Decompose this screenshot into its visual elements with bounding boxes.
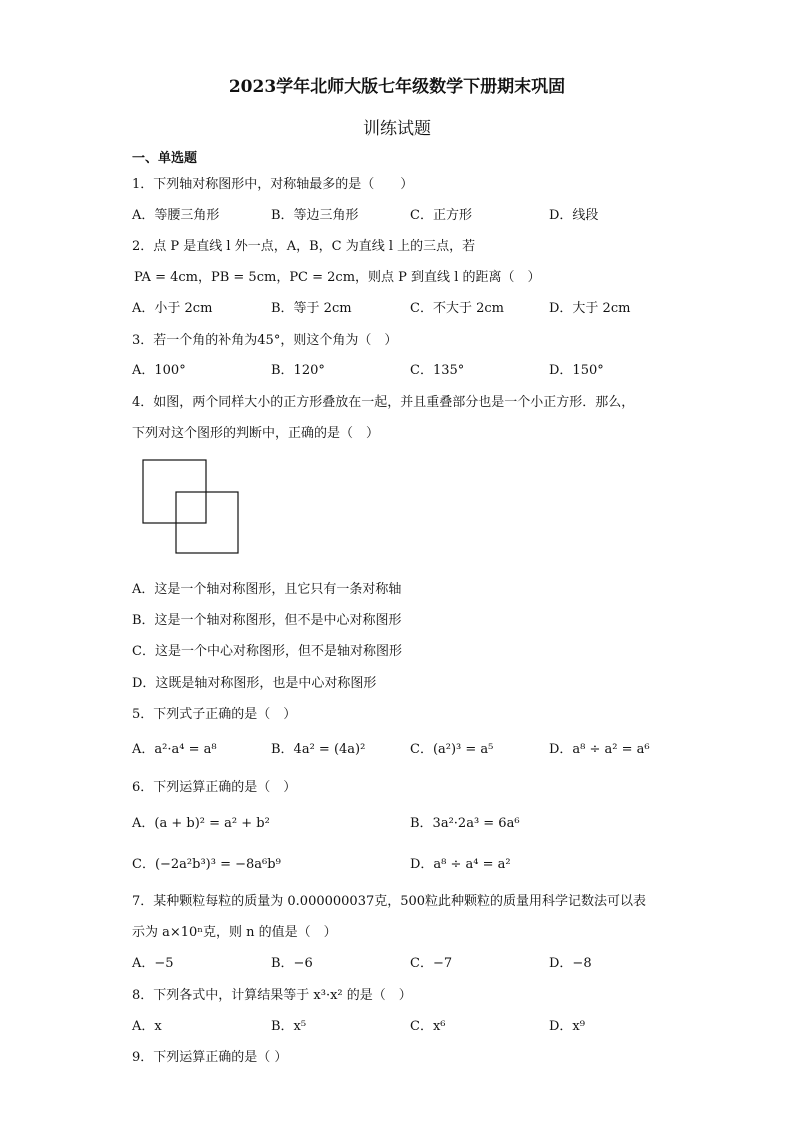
q9-stem: 9．下列运算正确的是（ ） xyxy=(132,1050,288,1065)
overlapping-squares-figure xyxy=(140,457,244,557)
q6-option-b: B．3a²·2a³ = 6a⁶ xyxy=(410,816,520,831)
q6-option-d: D．a⁸ ÷ a⁴ = a² xyxy=(410,857,511,872)
q8-option-c: C．x⁶ xyxy=(410,1019,446,1034)
page-subtitle: 训练试题 xyxy=(363,119,431,139)
q4-stem-line2: 下列对这个图形的判断中，正确的是（ ） xyxy=(132,426,380,441)
q2-stem-line1: 2．点 P 是直线 l 外一点，A，B，C 为直线 l 上的三点，若 xyxy=(132,239,476,254)
q5-option-c: C．(a²)³ = a⁵ xyxy=(410,742,494,757)
q2-option-d: D．大于 2cm xyxy=(549,301,631,316)
q2-option-b: B．等于 2cm xyxy=(271,301,352,316)
q7-option-d: D．−8 xyxy=(549,956,592,971)
q3-option-a: A．100° xyxy=(132,363,186,378)
q7-option-b: B．−6 xyxy=(271,956,313,971)
q1-stem: 1．下列轴对称图形中，对称轴最多的是（ ） xyxy=(132,177,414,192)
q1-option-a: A．等腰三角形 xyxy=(132,208,220,223)
q5-option-a: A．a²·a⁴ = a⁸ xyxy=(132,742,217,757)
q8-option-d: D．x⁹ xyxy=(549,1019,585,1034)
q3-option-c: C．135° xyxy=(410,363,465,378)
q6-option-a: A．(a + b)² = a² + b² xyxy=(132,816,270,831)
page-title: 2023学年北师大版七年级数学下册期末巩固 xyxy=(228,77,566,97)
q3-option-d: D．150° xyxy=(549,363,604,378)
q4-option-d: D．这既是轴对称图形，也是中心对称图形 xyxy=(132,676,377,691)
q6-option-c: C．(−2a²b³)³ = −8a⁶b⁹ xyxy=(132,857,281,872)
section-heading: 一、单选题 xyxy=(132,151,198,166)
q5-option-d: D．a⁸ ÷ a² = a⁶ xyxy=(549,742,650,757)
q4-option-c: C．这是一个中心对称图形，但不是轴对称图形 xyxy=(132,644,402,659)
q4-stem-line1: 4．如图，两个同样大小的正方形叠放在一起，并且重叠部分也是一个小正方形．那么， xyxy=(132,395,635,410)
q5-stem: 5．下列式子正确的是（ ） xyxy=(132,707,297,722)
q4-option-a: A．这是一个轴对称图形，且它只有一条对称轴 xyxy=(132,582,402,597)
q7-stem-line1: 7．某种颗粒每粒的质量为 0.000000037克，500粒此种颗粒的质量用科学记数法可以表 xyxy=(132,894,647,909)
q2-option-a: A．小于 2cm xyxy=(132,301,213,316)
q6-stem: 6．下列运算正确的是（ ） xyxy=(132,780,297,795)
q3-option-b: B．120° xyxy=(271,363,325,378)
q8-stem: 8．下列各式中，计算结果等于 x³·x² 的是（ ） xyxy=(132,988,412,1003)
q7-stem-line2: 示为 a×10ⁿ克，则 n 的值是（ ） xyxy=(132,925,337,940)
q2-option-c: C．不大于 2cm xyxy=(410,301,504,316)
q1-option-b: B．等边三角形 xyxy=(271,208,359,223)
q8-option-b: B．x⁵ xyxy=(271,1019,307,1034)
q1-option-c: C．正方形 xyxy=(410,208,472,223)
q2-stem-line2: PA = 4cm，PB = 5cm，PC = 2cm，则点 P 到直线 l 的距离（ ） xyxy=(134,270,541,285)
q3-stem: 3．若一个角的补角为45°，则这个角为（ ） xyxy=(132,333,398,348)
q5-option-b: B．4a² = (4a)² xyxy=(271,742,366,757)
q8-option-a: A．x xyxy=(132,1019,162,1034)
q4-option-b: B．这是一个轴对称图形，但不是中心对称图形 xyxy=(132,613,402,628)
q7-option-c: C．−7 xyxy=(410,956,453,971)
q1-option-d: D．线段 xyxy=(549,208,599,223)
q7-option-a: A．−5 xyxy=(132,956,174,971)
